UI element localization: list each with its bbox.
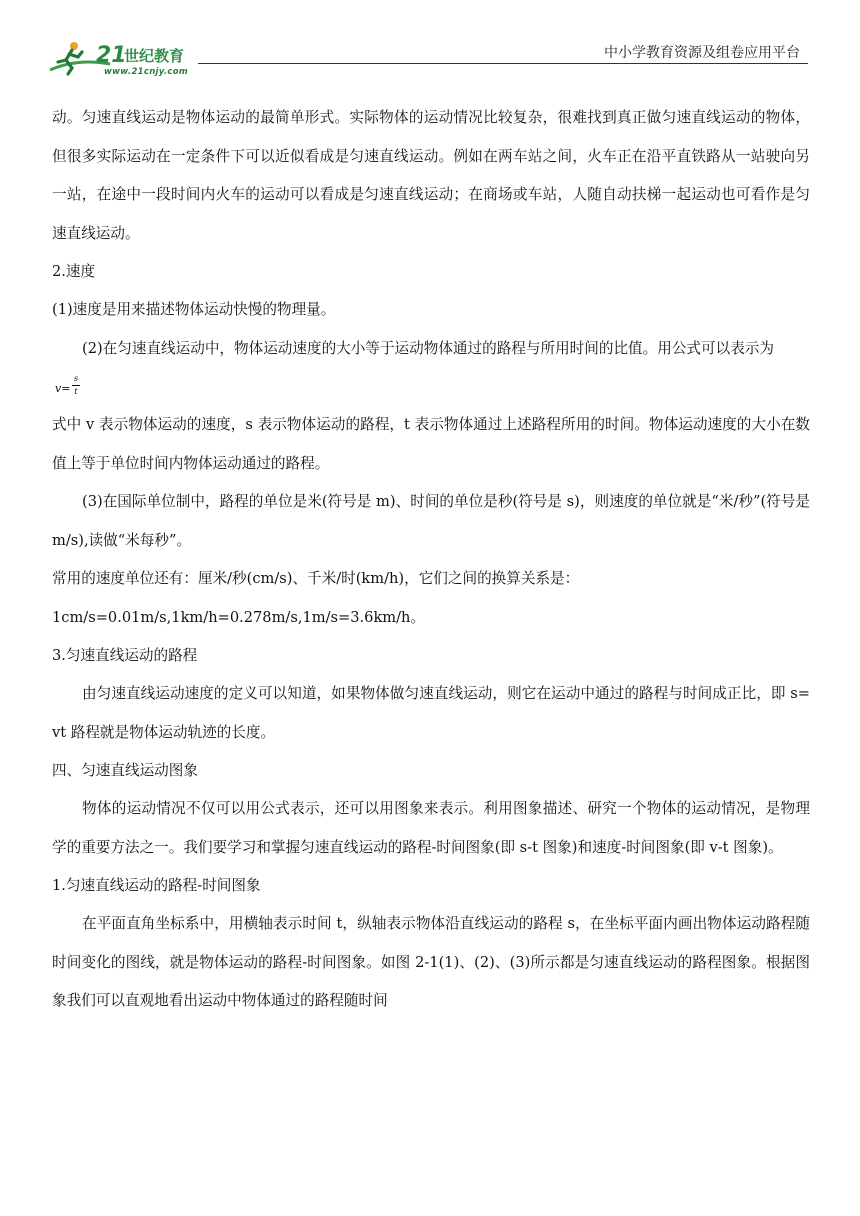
speed-formula xyxy=(52,376,810,404)
paragraph-formula-explanation: 式中 v 表示物体运动的速度，s 表示物体运动的路程，t 表示物体通过上述路程所用的时间。物体运动速度的大小在数值上等于单位时间内物体运动通过的路程。 xyxy=(52,416,810,472)
paragraph-distance: 由匀速直线运动速度的定义可以知道，如果物体做匀速直线运动，则它在运动中通过的路程与时间成正比，即 s= vt 路程就是物体运动轨迹的长度。 xyxy=(52,685,810,741)
svg-text:21: 21 xyxy=(96,43,127,68)
heading-speed: 2.速度 xyxy=(52,263,96,280)
paragraph-speed-definition: (1)速度是用来描述物体运动快慢的物理量。 xyxy=(52,301,336,318)
formula-fraction xyxy=(72,374,80,397)
formula-denominator: t xyxy=(74,387,78,396)
heading-distance: 3.匀速直线运动的路程 xyxy=(52,647,198,664)
paragraph-section-4: 物体的运动情况不仅可以用公式表示，还可以用图象来表示。利用图象描述、研究一个物体的运动情况，是物理学的重要方法之一。我们要学习和掌握匀速直线运动的路程-时间图象(即 s-t 图象)和速度-时间图象(即 v-t 图象)。 xyxy=(52,800,810,856)
formula-lhs: v= xyxy=(55,382,71,395)
paragraph-si-units: (3)在国际单位制中，路程的单位是米(符号是 m)、时间的单位是秒(符号是 s)，则速度的单位就是“米/秒”(符号是 m/s),读做“米每秒”。 xyxy=(52,493,810,549)
paragraph-intro: 动。匀速直线运动是物体运动的最简单形式。实际物体的运动情况比较复杂，很难找到真正做匀速直线运动的物体，但很多实际运动在一定条件下可以近似看成是匀速直线运动。例如在两车站之间，火车正在沿平直铁路从一站驶向另一站，在途中一段时间内火车的运动可以看成是匀速直线运动；在商场或车站，人随自动扶梯一起运动也可看作是匀速直线运动。 xyxy=(52,109,810,242)
svg-text:世纪教育: 世纪教育 xyxy=(124,47,185,65)
platform-name: 中小学教育资源及组卷应用平台 xyxy=(604,45,800,61)
formula-numerator: s xyxy=(73,374,79,383)
header-divider xyxy=(198,63,808,64)
logo xyxy=(48,40,218,82)
paragraph-common-units: 常用的速度单位还有：厘米/秒(cm/s)、千米/时(km/h)，它们之间的换算关系是： xyxy=(52,570,580,587)
heading-section-4: 四、匀速直线运动图象 xyxy=(52,762,198,779)
fraction-bar xyxy=(72,385,80,386)
paragraph-speed-formula-intro: (2)在匀速直线运动中，物体运动速度的大小等于运动物体通过的路程与所用时间的比值。用公式可以表示为 xyxy=(82,339,774,357)
paragraph-st-graph: 在平面直角坐标系中，用横轴表示时间 t，纵轴表示物体沿直线运动的路程 s，在坐标平面内画出物体运动路程随时间变化的图线，就是物体运动的路程-时间图象。如图 2-1(1)、(2)、(3)所示都是匀速直线运动的路程图象。根据图象我们可以直观地看出运动中物体通过的路程随时间 xyxy=(52,915,810,1009)
page-header xyxy=(48,36,808,82)
paragraph-unit-conversion: 1cm/s=0.01m/s,1km/h=0.278m/s,1m/s=3.6km/h。 xyxy=(52,608,426,626)
heading-st-graph: 1.匀速直线运动的路程-时间图象 xyxy=(52,877,261,894)
logo-url: www.21cnjy.com xyxy=(104,67,188,77)
document-body xyxy=(52,99,810,1021)
